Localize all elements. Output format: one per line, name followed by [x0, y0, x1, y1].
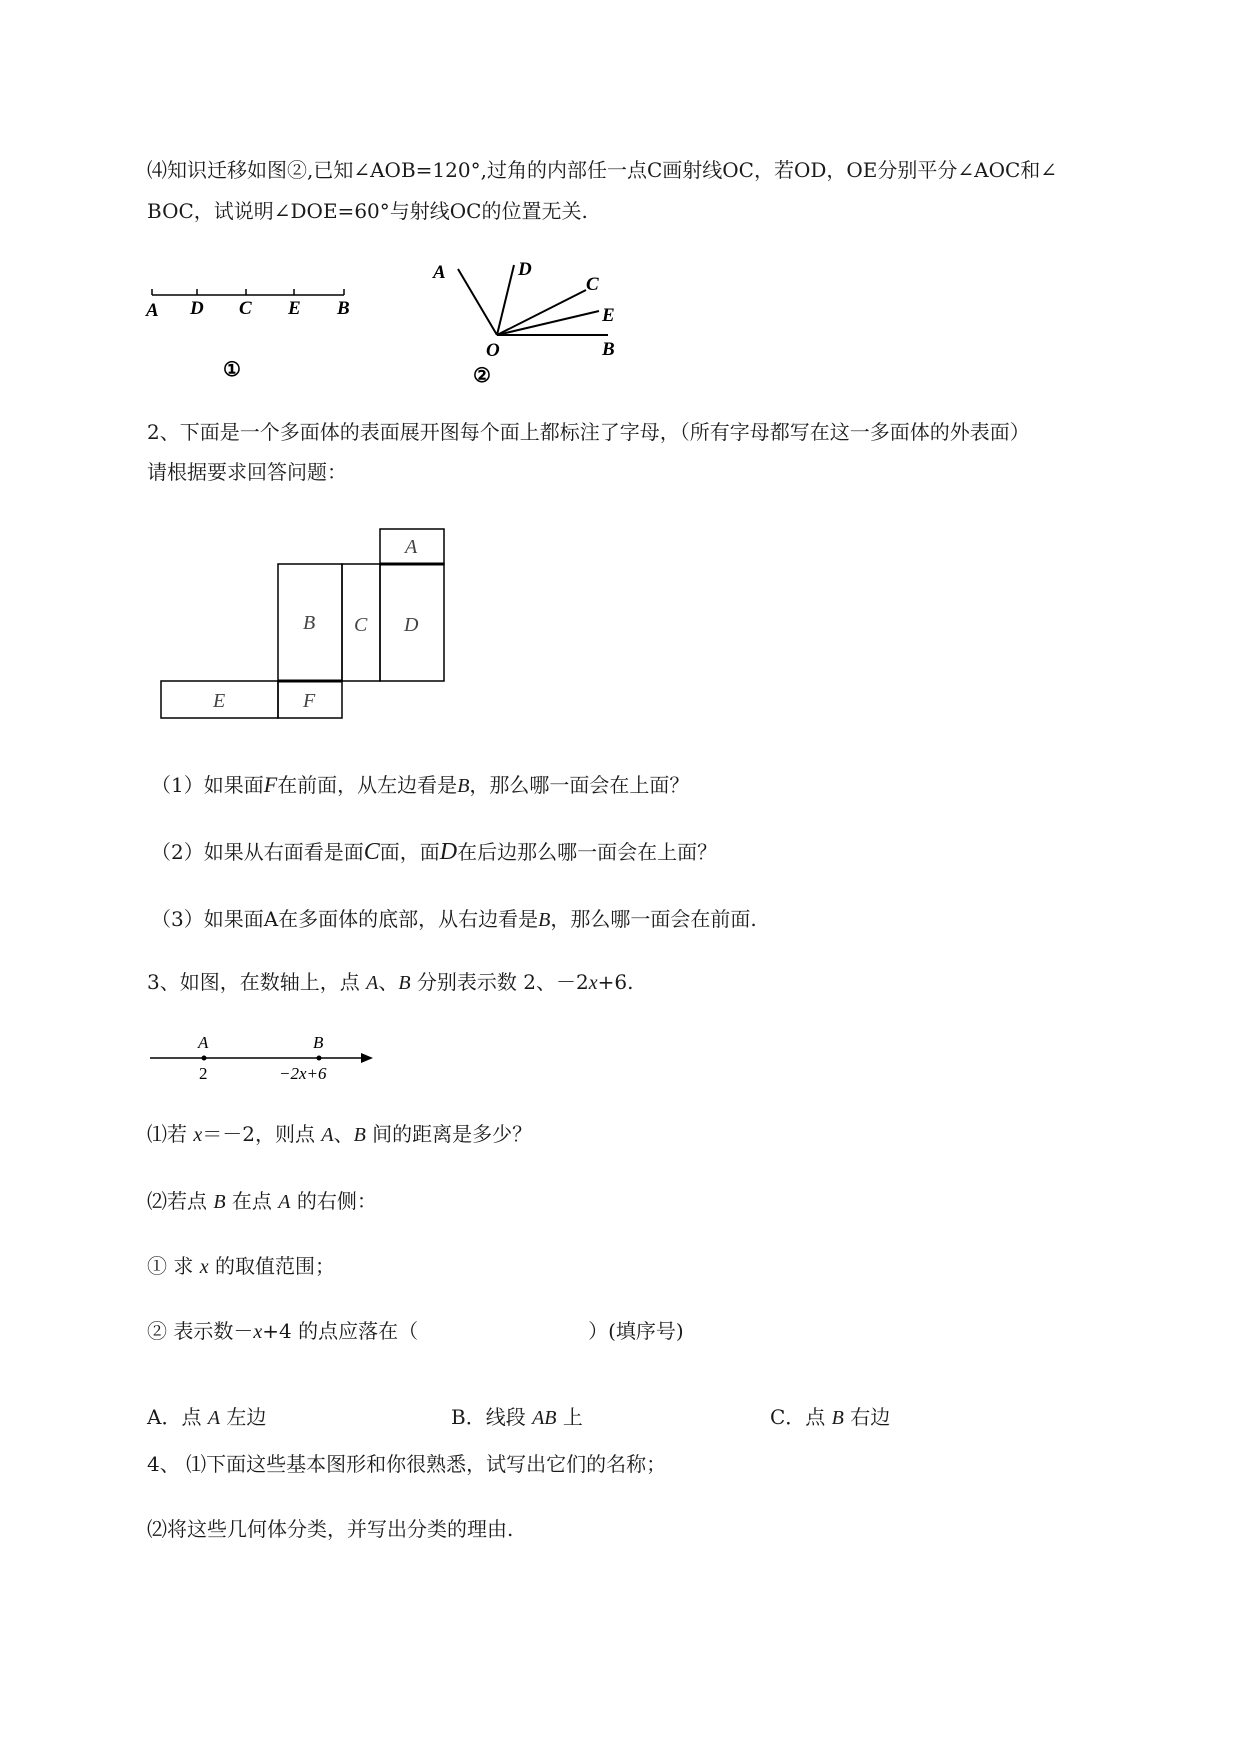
face-label-d: D	[404, 614, 419, 636]
axis-label-b: B	[313, 1033, 324, 1052]
point-a-dot	[202, 1056, 207, 1061]
ray-oc	[497, 290, 586, 335]
face-label-a: A	[405, 536, 418, 558]
axis-value-b: −2x+6	[279, 1064, 327, 1083]
q3-option-c: C．点 B 右边	[770, 1405, 891, 1429]
q3-circ1: ① 求 x 的取值范围；	[147, 1254, 335, 1278]
q3-option-b: B．线段 AB 上	[451, 1405, 583, 1429]
label-ray-b: B	[602, 339, 615, 360]
label-ray-a: A	[433, 262, 446, 283]
q3-circ2: ② 表示数－x+4 的点应落在（ ）(填序号)	[147, 1319, 684, 1343]
q2-sub1: （1）如果面F在前面，从左边看是B，那么哪一面会在上面？	[151, 772, 690, 797]
q2-line2: 请根据要求回答问题：	[147, 460, 347, 484]
label-d: D	[190, 298, 204, 319]
q4-line2: ⑵将这些几何体分类，并写出分类的理由.	[147, 1517, 514, 1541]
axis-label-a: A	[198, 1033, 209, 1052]
label-c: C	[239, 298, 252, 319]
q3-option-a: A．点 A 左边	[147, 1405, 267, 1429]
label-a: A	[146, 300, 159, 321]
q1-part4-line1: ⑷知识迁移如图②,已知∠AOB=120°,过角的内部任一点C画射线OC，若OD，OE分别平分∠AOC和∠	[147, 158, 1058, 182]
label-ray-d: D	[518, 259, 532, 280]
q2-sub3: （3）如果面A在多面体的底部，从右边看是B，那么哪一面会在前面.	[151, 907, 757, 931]
label-ray-e: E	[602, 305, 615, 326]
q3-intro: 3、如图，在数轴上，点 A、B 分别表示数 2、－2x+6.	[147, 970, 634, 994]
q4-line1: 4、 ⑴下面这些基本图形和你很熟悉，试写出它们的名称；	[147, 1452, 667, 1476]
q2-line1: 2、下面是一个多面体的表面展开图每个面上都标注了字母，（所有字母都写在这一多面体的外表面）	[147, 420, 1030, 444]
q3-sub2: ⑵若点 B 在点 A 的右侧：	[147, 1189, 377, 1213]
caption-2: ②	[473, 365, 491, 385]
axis-value-a: 2	[199, 1064, 208, 1083]
q3-sub1: ⑴若 x＝－2，则点 A、B 间的距离是多少？	[147, 1122, 533, 1146]
label-ray-c: C	[586, 274, 599, 295]
axis-arrow	[361, 1053, 373, 1063]
q1-part4-line2: BOC，试说明∠DOE=60°与射线OC的位置无关.	[147, 199, 588, 223]
number-line	[145, 1025, 385, 1085]
face-label-e: E	[213, 690, 226, 712]
q2-sub2: （2）如果从右面看是面C面，面D在后边那么哪一面会在上面？	[151, 839, 718, 865]
ray-oe	[497, 311, 599, 335]
point-b-dot	[317, 1056, 322, 1061]
face-label-c: C	[354, 614, 368, 636]
figure-1-segment	[140, 280, 370, 390]
figure-2-angle	[430, 255, 640, 385]
label-e: E	[288, 298, 301, 319]
face-label-b: B	[303, 612, 316, 634]
ray-oa	[458, 269, 497, 335]
polyhedron-net	[155, 525, 455, 725]
face-label-f: F	[303, 690, 316, 712]
label-b: B	[337, 298, 350, 319]
ray-od	[497, 265, 514, 335]
caption-1: ①	[223, 359, 241, 381]
label-vertex-o: O	[486, 340, 500, 361]
